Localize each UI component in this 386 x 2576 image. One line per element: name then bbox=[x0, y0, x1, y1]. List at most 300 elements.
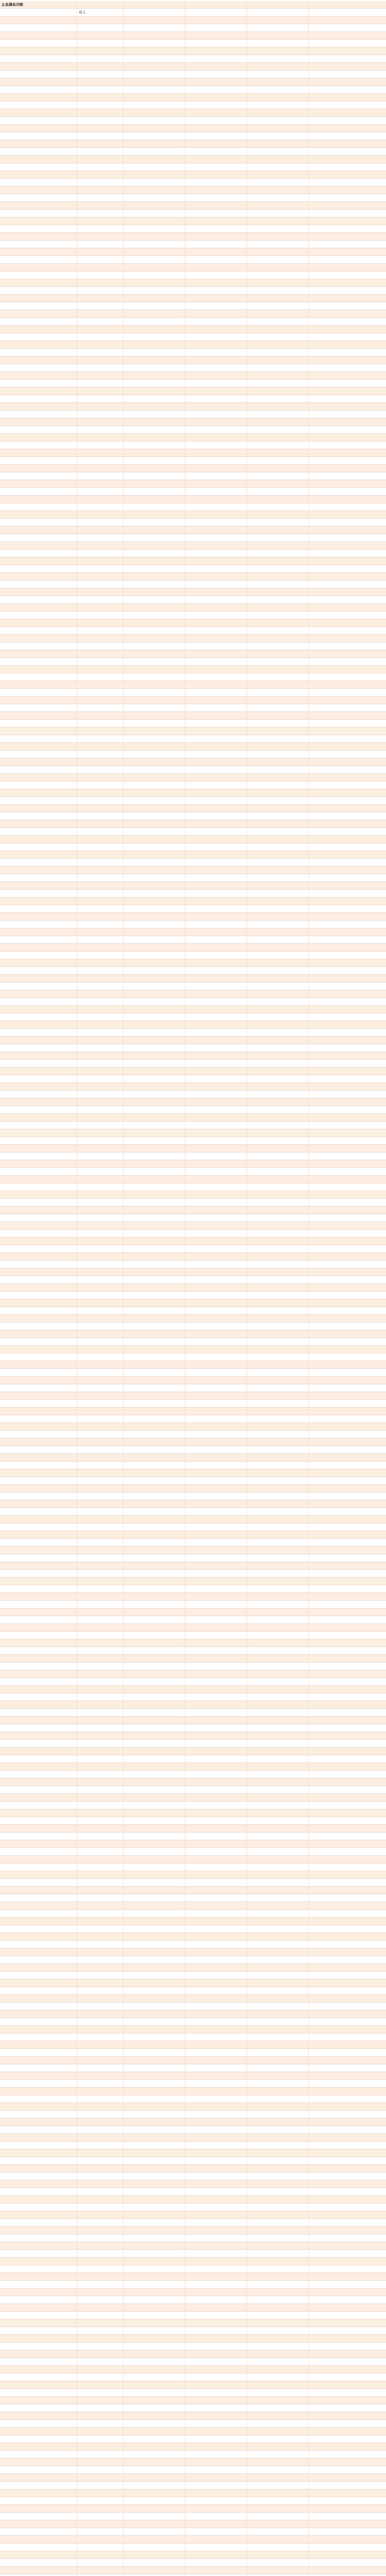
table-cell-v1 bbox=[124, 1802, 185, 1809]
table-cell-v1 bbox=[124, 1539, 185, 1546]
table-cell-item bbox=[0, 519, 77, 526]
table-cell-note bbox=[309, 2126, 386, 2133]
table-cell-v2 bbox=[185, 673, 247, 681]
table-cell-pop bbox=[77, 1183, 124, 1191]
table-cell-item bbox=[0, 2064, 77, 2072]
table-cell-v1 bbox=[124, 2381, 185, 2388]
table-cell-v3 bbox=[247, 836, 309, 843]
table-cell-note bbox=[309, 2049, 386, 2056]
table-cell-note bbox=[309, 86, 386, 93]
table-cell-note bbox=[309, 295, 386, 302]
table-cell-pop bbox=[77, 171, 124, 178]
table-cell-v3 bbox=[247, 1207, 309, 1214]
table-cell-item bbox=[0, 2126, 77, 2133]
table-cell-item bbox=[0, 1632, 77, 1639]
table-cell-v1 bbox=[124, 2196, 185, 2203]
table-cell-note bbox=[309, 1415, 386, 1422]
table-cell-pop bbox=[77, 1786, 124, 1793]
table-cell-note bbox=[309, 720, 386, 727]
table-cell-item bbox=[0, 650, 77, 657]
table-cell-item bbox=[0, 1570, 77, 1577]
table-cell-v3 bbox=[247, 936, 309, 943]
table-cell-v1 bbox=[124, 426, 185, 433]
table-cell-note bbox=[309, 642, 386, 650]
table-cell-v1 bbox=[124, 519, 185, 526]
table-cell-item bbox=[0, 2335, 77, 2342]
table-cell-pop bbox=[77, 1013, 124, 1021]
table-cell-note bbox=[309, 1160, 386, 1167]
table-cell-v2 bbox=[185, 704, 247, 711]
table-cell-v1 bbox=[124, 1222, 185, 1229]
table-row bbox=[0, 465, 386, 472]
table-row bbox=[0, 341, 386, 349]
table-row bbox=[0, 94, 386, 101]
table-row bbox=[0, 1802, 386, 1809]
table-cell-v3 bbox=[247, 928, 309, 936]
table-cell-v2 bbox=[185, 1438, 247, 1446]
table-cell-v2 bbox=[185, 1670, 247, 1677]
table-cell-v2 bbox=[185, 596, 247, 603]
table-cell-pop bbox=[77, 47, 124, 55]
table-cell-pop bbox=[77, 2142, 124, 2149]
table-cell-v3 bbox=[247, 2219, 309, 2226]
table-cell-note bbox=[309, 465, 386, 472]
table-cell-v2 bbox=[185, 1755, 247, 1762]
table-cell-pop bbox=[77, 1987, 124, 1994]
table-cell-v1 bbox=[124, 1384, 185, 1392]
table-cell-v1 bbox=[124, 357, 185, 364]
table-cell-pop bbox=[77, 333, 124, 341]
table-cell-note bbox=[309, 1570, 386, 1577]
table-cell-v1 bbox=[124, 550, 185, 557]
table-row bbox=[0, 1021, 386, 1029]
table-cell-note bbox=[309, 1276, 386, 1283]
table-cell-v2 bbox=[185, 1825, 247, 1832]
table-cell-pop bbox=[77, 635, 124, 642]
table-row bbox=[0, 2397, 386, 2404]
table-cell-item bbox=[0, 295, 77, 302]
table-cell-note bbox=[309, 1098, 386, 1106]
table-cell-v3 bbox=[247, 125, 309, 132]
table-cell-v2 bbox=[185, 140, 247, 147]
table-cell-item bbox=[0, 967, 77, 974]
table-cell-v2 bbox=[185, 2296, 247, 2303]
table-cell-v3 bbox=[247, 1377, 309, 1384]
table-cell-item bbox=[0, 2003, 77, 2010]
table-cell-v2 bbox=[185, 2559, 247, 2566]
table-cell-v3 bbox=[247, 1408, 309, 1415]
table-cell-v3 bbox=[247, 1964, 309, 1971]
table-cell-v2 bbox=[185, 248, 247, 256]
table-cell-v1 bbox=[124, 1848, 185, 1855]
table-cell-v2 bbox=[185, 488, 247, 495]
table-cell-v3 bbox=[247, 1531, 309, 1538]
table-cell-pop bbox=[77, 2227, 124, 2234]
table-cell-item bbox=[0, 2289, 77, 2296]
table-cell-v1 bbox=[124, 1833, 185, 1840]
table-cell-note bbox=[309, 519, 386, 526]
table-row bbox=[0, 2057, 386, 2064]
table-row bbox=[0, 357, 386, 364]
table-cell-v1 bbox=[124, 2435, 185, 2443]
table-cell-item bbox=[0, 882, 77, 889]
table-cell-v2 bbox=[185, 40, 247, 47]
table-cell-pop bbox=[77, 1732, 124, 1739]
table-cell-v3 bbox=[247, 1369, 309, 1376]
table-cell-v3 bbox=[247, 1330, 309, 1337]
table-cell-note bbox=[309, 1037, 386, 1044]
table-cell-pop bbox=[77, 1276, 124, 1283]
table-cell-v1 bbox=[124, 1709, 185, 1716]
table-cell-note bbox=[309, 241, 386, 248]
table-cell-note bbox=[309, 1863, 386, 1871]
table-row bbox=[0, 426, 386, 434]
table-cell-note bbox=[309, 1825, 386, 1832]
table-cell-pop bbox=[77, 704, 124, 711]
table-row bbox=[0, 1701, 386, 1709]
table-cell-v3 bbox=[247, 163, 309, 171]
table-cell-pop bbox=[77, 1778, 124, 1786]
table-cell-v2 bbox=[185, 117, 247, 124]
table-cell-pop bbox=[77, 2358, 124, 2365]
table-cell-v1 bbox=[124, 642, 185, 650]
table-cell-item bbox=[0, 333, 77, 341]
table-cell-item bbox=[0, 952, 77, 959]
table-row bbox=[0, 1160, 386, 1168]
table-cell-note bbox=[309, 1129, 386, 1137]
table-cell-v1 bbox=[124, 867, 185, 874]
table-cell-v2 bbox=[185, 1276, 247, 1283]
table-row bbox=[0, 751, 386, 758]
table-cell-v3 bbox=[247, 241, 309, 248]
table-cell-v1 bbox=[124, 2258, 185, 2265]
table-row bbox=[0, 550, 386, 557]
table-cell-note bbox=[309, 94, 386, 101]
table-cell-v1 bbox=[124, 874, 185, 882]
table-cell-pop bbox=[77, 596, 124, 603]
table-cell-item bbox=[0, 1786, 77, 1793]
table-row bbox=[0, 2466, 386, 2474]
table-row bbox=[0, 2188, 386, 2196]
table-cell-v2 bbox=[185, 1632, 247, 1639]
table-cell-pop bbox=[77, 86, 124, 93]
table-cell-note bbox=[309, 2072, 386, 2079]
table-row bbox=[0, 2095, 386, 2103]
table-cell-v2 bbox=[185, 1384, 247, 1392]
table-row bbox=[0, 2142, 386, 2149]
table-row bbox=[0, 1477, 386, 1485]
table-cell-pop bbox=[77, 403, 124, 410]
table-cell-pop bbox=[77, 101, 124, 109]
table-row bbox=[0, 1075, 386, 1083]
table-cell-v3 bbox=[247, 1315, 309, 1322]
table-cell-v1 bbox=[124, 511, 185, 518]
table-cell-v2 bbox=[185, 1168, 247, 1175]
table-cell-pop bbox=[77, 2258, 124, 2265]
table-cell-pop bbox=[77, 210, 124, 217]
table-cell-note bbox=[309, 2528, 386, 2535]
table-cell-note bbox=[309, 163, 386, 171]
table-cell-v1 bbox=[124, 928, 185, 936]
table-cell-note bbox=[309, 2111, 386, 2118]
table-cell-v2 bbox=[185, 1701, 247, 1708]
table-cell-note bbox=[309, 2404, 386, 2412]
table-cell-note bbox=[309, 2057, 386, 2064]
table-cell-v3 bbox=[247, 1346, 309, 1353]
table-cell-note bbox=[309, 619, 386, 626]
table-cell-v1 bbox=[124, 1655, 185, 1662]
table-cell-v2 bbox=[185, 650, 247, 657]
table-cell-pop bbox=[77, 1531, 124, 1538]
table-cell-note bbox=[309, 874, 386, 882]
table-row bbox=[0, 1601, 386, 1608]
table-cell-v3 bbox=[247, 689, 309, 696]
table-cell-note bbox=[309, 797, 386, 804]
table-cell-v2 bbox=[185, 1083, 247, 1090]
table-cell-pop bbox=[77, 2505, 124, 2512]
table-cell-v3 bbox=[247, 658, 309, 665]
table-row bbox=[0, 1825, 386, 1833]
table-row bbox=[0, 1616, 386, 1624]
table-cell-pop bbox=[77, 758, 124, 766]
table-cell-item bbox=[0, 1701, 77, 1708]
table-cell-note bbox=[309, 318, 386, 325]
table-cell-v3 bbox=[247, 1037, 309, 1044]
table-cell-note bbox=[309, 2258, 386, 2265]
table-cell-note bbox=[309, 1539, 386, 1546]
table-cell-pop bbox=[77, 1137, 124, 1144]
table-cell-v1 bbox=[124, 1122, 185, 1129]
table-cell-pop bbox=[77, 1106, 124, 1113]
table-cell-v3 bbox=[247, 596, 309, 603]
table-cell-pop bbox=[77, 573, 124, 580]
table-row bbox=[0, 712, 386, 720]
table-cell-v1 bbox=[124, 1717, 185, 1724]
table-cell-v2 bbox=[185, 210, 247, 217]
table-cell-v1 bbox=[124, 101, 185, 109]
table-cell-item bbox=[0, 2466, 77, 2473]
table-cell-v2 bbox=[185, 1948, 247, 1956]
table-cell-pop bbox=[77, 581, 124, 588]
table-cell-v2 bbox=[185, 101, 247, 109]
table-cell-item bbox=[0, 1299, 77, 1307]
table-cell-pop bbox=[77, 2242, 124, 2249]
table-cell-v1 bbox=[124, 650, 185, 657]
table-cell-v1 bbox=[124, 2033, 185, 2041]
table-cell-v3 bbox=[247, 1, 309, 8]
table-cell-v3 bbox=[247, 1021, 309, 1028]
table-row bbox=[0, 372, 386, 380]
table-cell-v1 bbox=[124, 2227, 185, 2234]
table-cell-v3 bbox=[247, 1415, 309, 1422]
table-cell-v1 bbox=[124, 16, 185, 24]
table-cell-item bbox=[0, 751, 77, 758]
table-cell-v2 bbox=[185, 2234, 247, 2242]
table-cell-v2 bbox=[185, 2088, 247, 2095]
table-cell-v2 bbox=[185, 372, 247, 379]
table-cell-v2 bbox=[185, 1315, 247, 1322]
table-cell-v1 bbox=[124, 1879, 185, 1886]
table-cell-note bbox=[309, 697, 386, 704]
table-cell-note bbox=[309, 1462, 386, 1469]
table-row bbox=[0, 2482, 386, 2489]
table-row bbox=[0, 2049, 386, 2057]
table-cell-v2 bbox=[185, 241, 247, 248]
table-cell-note bbox=[309, 1871, 386, 1878]
table-cell-v1 bbox=[124, 1323, 185, 1330]
table-cell-note bbox=[309, 1106, 386, 1113]
table-row bbox=[0, 2250, 386, 2258]
table-cell-v3 bbox=[247, 1176, 309, 1183]
table-row bbox=[0, 1454, 386, 1462]
table-cell-pop bbox=[77, 2057, 124, 2064]
table-cell-item bbox=[0, 1941, 77, 1948]
table-cell-item bbox=[0, 1639, 77, 1647]
table-cell-v3 bbox=[247, 2489, 309, 2497]
table-cell-item bbox=[0, 1176, 77, 1183]
table-row bbox=[0, 1763, 386, 1771]
table-cell-v3 bbox=[247, 851, 309, 858]
table-cell-note bbox=[309, 1809, 386, 1817]
table-cell-v2 bbox=[185, 171, 247, 178]
table-row bbox=[0, 2258, 386, 2265]
table-cell-v2 bbox=[185, 426, 247, 433]
table-cell-v1 bbox=[124, 1732, 185, 1739]
table-cell-v1 bbox=[124, 403, 185, 410]
table-row bbox=[0, 959, 386, 967]
table-cell-v3 bbox=[247, 727, 309, 735]
table-cell-v2 bbox=[185, 1052, 247, 1059]
table-cell-pop bbox=[77, 604, 124, 611]
table-cell-v2 bbox=[185, 1199, 247, 1206]
table-cell-v1 bbox=[124, 2459, 185, 2466]
table-row bbox=[0, 16, 386, 24]
table-cell-item bbox=[0, 1392, 77, 1399]
table-row bbox=[0, 867, 386, 874]
table-cell-v3 bbox=[247, 581, 309, 588]
table-cell-v3 bbox=[247, 1856, 309, 1863]
table-cell-pop bbox=[77, 411, 124, 418]
table-cell-item bbox=[0, 264, 77, 271]
table-cell-v3 bbox=[247, 1848, 309, 1855]
table-cell-note bbox=[309, 727, 386, 735]
table-cell-pop bbox=[77, 2095, 124, 2103]
table-cell-note bbox=[309, 1678, 386, 1685]
table-cell-pop bbox=[77, 2482, 124, 2489]
table-cell-pop bbox=[77, 2180, 124, 2188]
table-cell-v3 bbox=[247, 2366, 309, 2373]
table-row bbox=[0, 982, 386, 990]
table-cell-pop bbox=[77, 2149, 124, 2157]
table-cell-note bbox=[309, 1709, 386, 1716]
table-row bbox=[0, 2374, 386, 2381]
table-cell-v1 bbox=[124, 1840, 185, 1848]
table-cell-item bbox=[0, 248, 77, 256]
table-cell-note bbox=[309, 1732, 386, 1739]
table-cell-v1 bbox=[124, 2420, 185, 2427]
table-cell-note bbox=[309, 272, 386, 279]
table-cell-item bbox=[0, 179, 77, 186]
table-cell-note bbox=[309, 673, 386, 681]
table-cell-v2 bbox=[185, 1678, 247, 1685]
table-cell-item bbox=[0, 1817, 77, 1824]
table-cell-item bbox=[0, 2374, 77, 2381]
table-row bbox=[0, 774, 386, 782]
table-cell-v2 bbox=[185, 2273, 247, 2280]
table-cell-pop bbox=[77, 1616, 124, 1623]
table-cell-v3 bbox=[247, 2404, 309, 2412]
table-cell-pop bbox=[77, 936, 124, 943]
table-row bbox=[0, 673, 386, 681]
table-cell-note bbox=[309, 650, 386, 657]
table-cell-v1 bbox=[124, 1570, 185, 1577]
table-cell-note bbox=[309, 1431, 386, 1438]
table-cell-pop bbox=[77, 2265, 124, 2273]
table-row bbox=[0, 1307, 386, 1315]
table-cell-note bbox=[309, 1330, 386, 1337]
table-cell-pop bbox=[77, 1601, 124, 1608]
table-cell-v2 bbox=[185, 387, 247, 395]
table-cell-v2 bbox=[185, 897, 247, 905]
table-row bbox=[0, 2227, 386, 2234]
table-cell-v1 bbox=[124, 612, 185, 619]
table-cell-v1 bbox=[124, 1160, 185, 1167]
table-row bbox=[0, 1145, 386, 1153]
table-cell-v1 bbox=[124, 2528, 185, 2535]
table-cell-v1 bbox=[124, 395, 185, 402]
table-cell-v3 bbox=[247, 1941, 309, 1948]
table-cell-note bbox=[309, 1392, 386, 1399]
table-cell-v3 bbox=[247, 1624, 309, 1631]
table-cell-v3 bbox=[247, 673, 309, 681]
table-cell-item bbox=[0, 905, 77, 912]
table-cell-v3 bbox=[247, 132, 309, 140]
table-cell-v1 bbox=[124, 326, 185, 333]
table-cell-v1 bbox=[124, 673, 185, 681]
table-cell-note bbox=[309, 1207, 386, 1214]
table-cell-v1 bbox=[124, 1268, 185, 1276]
table-cell-v2 bbox=[185, 2173, 247, 2180]
table-cell-item bbox=[0, 1624, 77, 1631]
table-row bbox=[0, 55, 386, 63]
table-cell-v2 bbox=[185, 812, 247, 820]
table-cell-v2 bbox=[185, 86, 247, 93]
table-cell-v3 bbox=[247, 2289, 309, 2296]
table-cell-pop bbox=[77, 1547, 124, 1554]
table-cell-pop bbox=[77, 1230, 124, 1237]
table-row bbox=[0, 1663, 386, 1670]
table-cell-v3 bbox=[247, 1400, 309, 1407]
table-cell-v2 bbox=[185, 2250, 247, 2257]
table-cell-v1 bbox=[124, 944, 185, 951]
table-cell-v2 bbox=[185, 2211, 247, 2218]
table-cell-v3 bbox=[247, 758, 309, 766]
table-cell-v1 bbox=[124, 1315, 185, 1322]
table-cell-v1 bbox=[124, 63, 185, 70]
table-row bbox=[0, 1918, 386, 1925]
table-cell-note bbox=[309, 442, 386, 449]
table-cell-item bbox=[0, 2358, 77, 2365]
table-cell-v2 bbox=[185, 936, 247, 943]
table-cell-item bbox=[0, 326, 77, 333]
table-cell-v3 bbox=[247, 967, 309, 974]
table-cell-pop bbox=[77, 217, 124, 225]
table-cell-pop bbox=[77, 1825, 124, 1832]
table-cell-v1 bbox=[124, 967, 185, 974]
table-cell-item bbox=[0, 1477, 77, 1484]
table-cell-v1 bbox=[124, 635, 185, 642]
table-cell-item bbox=[0, 1972, 77, 1979]
